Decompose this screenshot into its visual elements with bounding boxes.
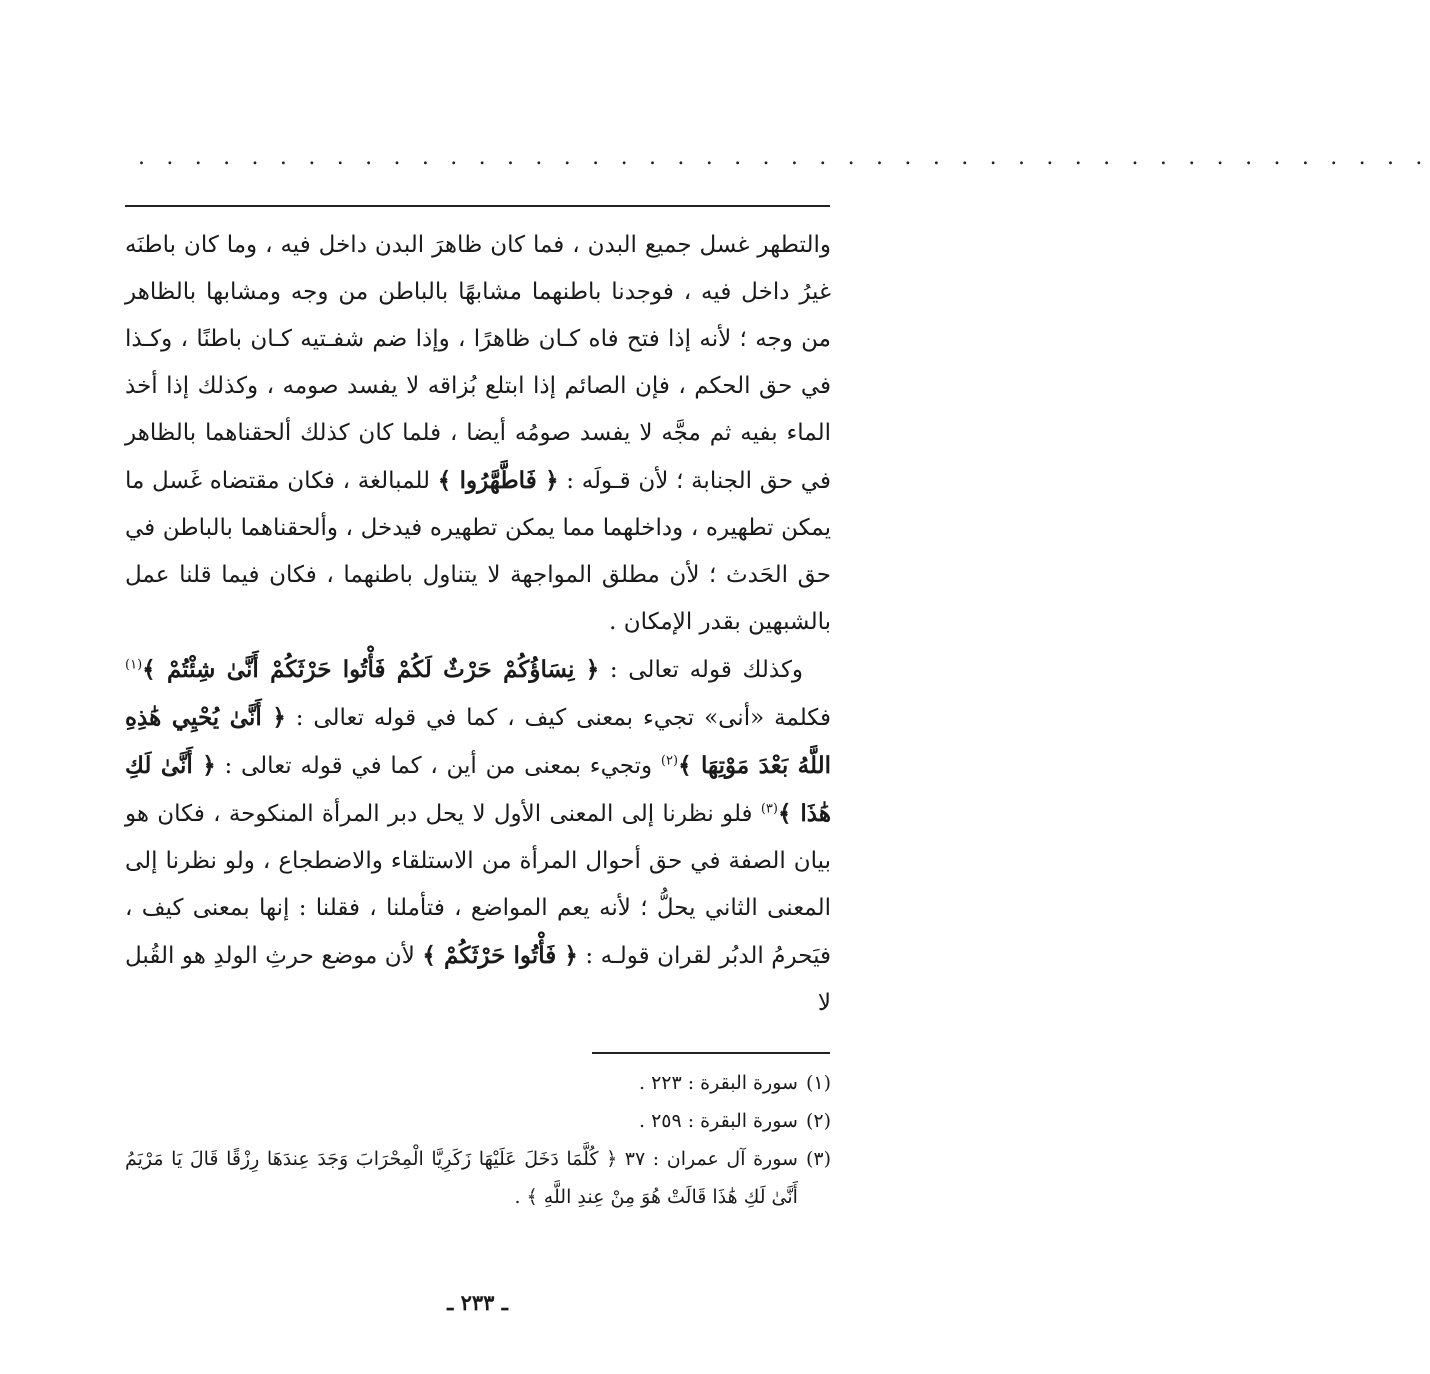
footnote-text: سورة آل عمران : ٣٧ ﴿ كُلَّمَا دَخَلَ عَلَيْهَا زَكَرِيَّا الْمِحْرَابَ وَجَدَ عِندَهَا رِزْقًا قَالَ يَا مَرْيَمُ أَنَّىٰ لَكِ هَٰذَا قَالَتْ هُوَ مِنْ عِندِ اللَّهِ ﴾ . xyxy=(125,1148,798,1208)
paragraph-1-text-b: للمبالغة ، فكان مقتضاه غَسل ما يمكن تطهيره ، وداخلهما مما يمكن تطهيره فيدخل ، وألحقناهما بالباطن في حق الحَدث ؛ لأن مطلق المواجهة لا يتناول باطنهما ، فكان فيما قلنا عمل بالشبهين بقدر الإمكان . xyxy=(125,468,831,635)
paragraph-2-text-a: وكذلك قوله تعالى : xyxy=(609,657,803,683)
main-text xyxy=(125,222,831,1027)
footnote-text: سورة البقرة : ٢٥٩ . xyxy=(638,1110,798,1132)
footnote-number: (٣) xyxy=(805,1148,831,1170)
footnote-ref-2: (٢) xyxy=(660,753,679,769)
footnote-rule xyxy=(592,1052,830,1054)
footnote-number: (٢) xyxy=(805,1110,831,1132)
paragraph-2-text-d: فلو نظرنا إلى المعنى الأول لا يحل دبر المرأة المنكوحة ، فكان هو بيان الصفة في حق أحوال المرأة من الاستلقاء والاضطجاع ، ولو نظرنا إلى المعنى الثاني يحلُّ ؛ لأنه يعم المواضع ، فتأملنا ، فقلنا : إنها بمعنى كيف ، فيَحرمُ الدبُر لقران قولـه : xyxy=(125,801,832,969)
quran-verse-anna-yuhyi: ﴿ أَنَّىٰ يُحْيِي هَٰذِهِ اللَّهُ بَعْدَ مَوْتِهَا ﴾ xyxy=(125,704,832,779)
footnote-text: سورة البقرة : ٢٢٣ . xyxy=(638,1072,798,1094)
footnotes xyxy=(125,1064,831,1216)
quran-verse-nisaukum: ﴿ نِسَاؤُكُمْ حَرْثٌ لَكُمْ فَأْتُوا حَرْثَكُمْ أَنَّىٰ شِئْتُمْ ﴾ xyxy=(142,656,600,683)
paragraph-2 xyxy=(125,646,831,1027)
paragraph-1 xyxy=(125,222,831,646)
header-rule xyxy=(125,205,830,207)
quran-verse-fatu-harthakum: ﴿ فَأْتُوا حَرْثَكُمْ ﴾ xyxy=(422,942,578,969)
paragraph-2-text-e: لأن موضع حرثِ الولدِ هو القُبل لا xyxy=(125,943,831,1016)
footnote-1 xyxy=(125,1064,831,1102)
quran-verse-anna-laki: ﴿ أَنَّىٰ لَكِ هَٰذَا ﴾ xyxy=(125,752,831,827)
paragraph-2-text-b: فكلمة «أنى» تجيء بمعنى كيف ، كما في قوله تعالى : xyxy=(295,705,832,731)
footnote-3 xyxy=(125,1140,831,1216)
footnote-2 xyxy=(125,1102,831,1140)
quran-verse-fattahharu: ﴿ فَاطَّهَّرُوا ﴾ xyxy=(437,467,559,494)
paragraph-1-text-a: والتطهر غسل جميع البدن ، فما كان ظاهرَ البدن داخل فيه ، وما كان باطنَه غيرُ داخل فيه ، فوجدنا باطنهما مشابهًا بالباطن من وجه ومشابها بالظاهر من وجه ؛ لأنه إذا فتح فاه كـان ظاهرًا ، وإذا ضم شفـتيه كـان باطنًا ، وكـذا في حق الحكم ، فإن الصائم إذا ابتلع بُزاقه لا يفسد صومه ، وكذلك إذا أخذ الماء بفيه ثم مجَّه لا يفسد صومُه أيضا ، فلما كان كذلك ألحقناهما بالظاهر في حق الجنابة ؛ لأن قـولَه : xyxy=(125,232,831,494)
footnote-ref-3: (٣) xyxy=(760,801,778,817)
page-number: ـ ٢٣٣ ـ xyxy=(447,1290,508,1315)
footnote-ref-1: (١) xyxy=(125,657,143,673)
footnote-number: (١) xyxy=(805,1072,831,1094)
paragraph-2-text-c: وتجيء بمعنى من أين ، كما في قوله تعالى : xyxy=(224,753,653,779)
header-dotted-line: . . . . . . . . . . . . . . . . . . . . . . . . . . . . . . . . . . . . . . . . . . . . . . xyxy=(138,145,1430,170)
